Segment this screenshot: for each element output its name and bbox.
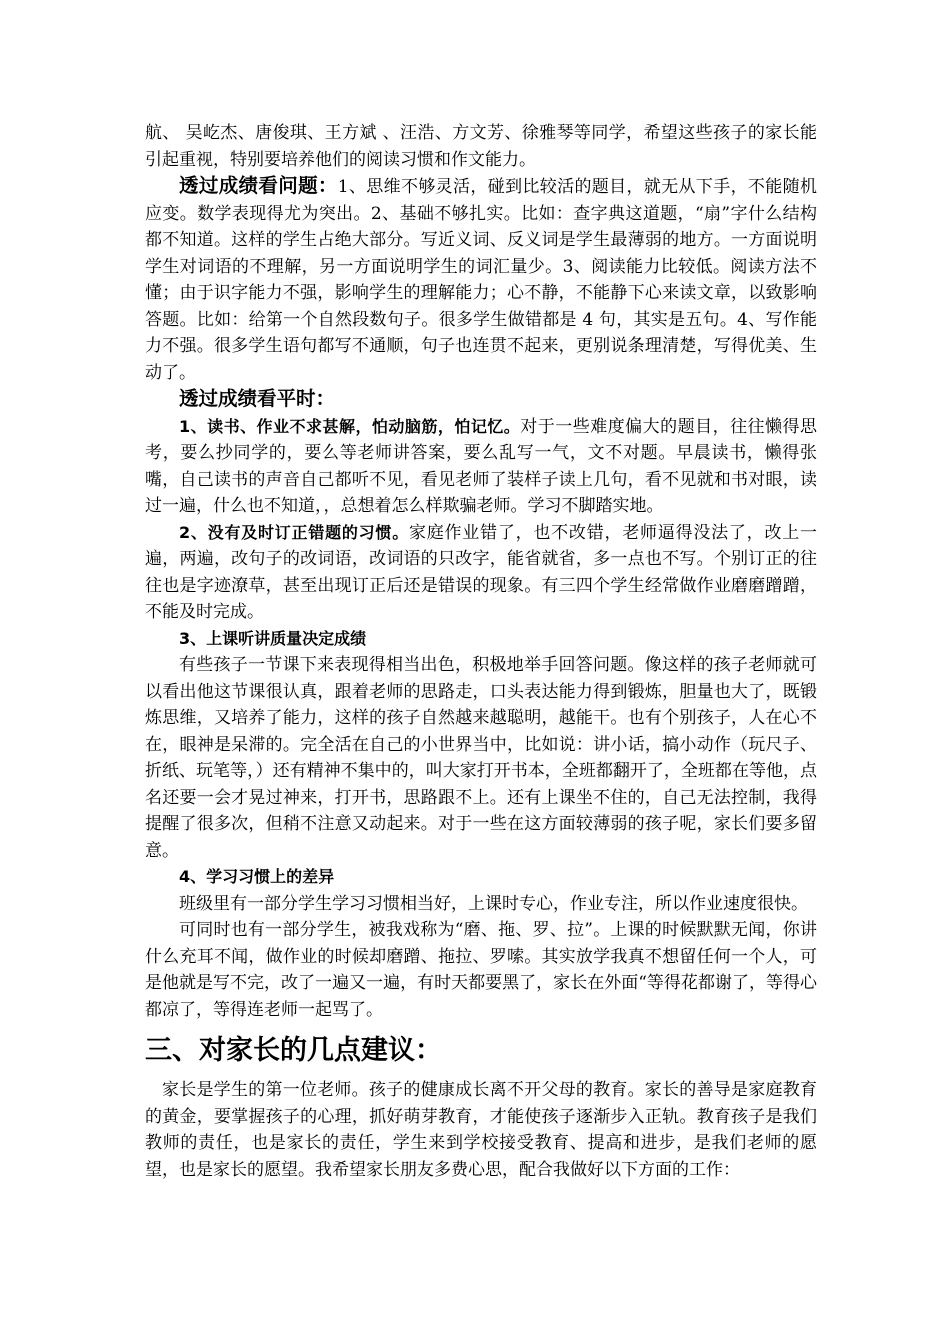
document-body [145,120,817,1183]
item2-title: 2、没有及时订正错题的习惯。 [179,522,409,542]
problems-text: 1、思维不够灵活，碰到比较活的题目，就无从下手，不能随机应变。数学表现得尤为突出。2、基础不够扎实。比如：查字典这道题，“扇”字什么结构都不知道。这样的学生占绝大部分。写近义词、反义词是学生最薄弱的地方。一方面说明学生对词语的不理解，另一方面说明学生的词汇量少。3、阅读能力比较低。阅读方法不懂；由于识字能力不强，影响学生的理解能力；心不静，不能静下心来读文章，以致影响答题。比如：给第一个自然段数句子。很多学生做错都是 4 句，其实是五句。4、写作能力不强。很多学生语句都写不通顺，句子也连贯不起来，更别说条理清楚，写得优美、生动了。 [145,177,817,383]
heading-daily: 透过成绩看平时： [179,387,336,410]
paragraph-item2 [145,520,817,626]
heading-problems: 透过成绩看问题： [179,174,338,197]
paragraph-item4-b: 可同时也有一部分学生，被我戏称为“磨、拖、罗、拉”。上课的时候默默无闻，你讲什么充耳不闻，做作业的时候却磨蹭、拖拉、罗嗦。其实放学我真不想留任何一个人，可是他就是写不完，改了一遍又一遍，有时天都要黑了，家长在外面“等得花都谢了，等得心都凉了，等得连老师一起骂了。 [145,920,817,1020]
item1-text: 对于一些难度偏大的题目，往往懒得思考，要么抄同学的，要么等老师讲答案，要么乱写一气，文不对题。早晨读书，懒得张嘴，自己读书的声音自己都听不见，看见老师了装样子读上几句，看不见就和书对眼，读过一遍，什么也不知道，，总想着怎么样欺骗老师。学习不脚踏实地。 [145,416,818,516]
item2-text: 家庭作业错了，也不改错，老师逼得没法了，改上一遍，两遍，改句子的改词语，改词语的只改字，能省就省，多一点也不写。个别订正的往往也是字迹潦草，甚至出现订正后还是错误的现象。有三四个学生经常做作业磨磨蹭蹭，不能及时完成。 [145,522,817,622]
paragraph-student-names: 航、 吴屹杰、唐俊琪、王方斌 、汪浩、方文芳、徐雅琴等同学，希望这些孩子的家长能引起重视，特别要培养他们的阅读习惯和作文能力。 [145,123,817,170]
item3-title: 3、上课听讲质量决定成绩 [179,628,367,648]
section3-title: 三、对家长的几点建议： [145,1035,442,1066]
paragraph-section3: 家长是学生的第一位老师。孩子的健康成长离不开父母的教育。家长的善导是家庭教育的黄金，要掌握孩子的心理，抓好萌芽教育，才能使孩子逐渐步入正轨。教育孩子是我们教师的责任，也是家长的责任，学生来到学校接受教育、提高和进步，是我们老师的愿望，也是家长的愿望。我希望家长朋友多费心思，配合我做好以下方面的工作： [145,1080,817,1180]
paragraph-item3: 有些孩子一节课下来表现得相当出色，积极地举手回答问题。像这样的孩子老师就可以看出他这节课很认真，跟着老师的思路走，口头表达能力得到锻炼，胆量也大了，既锻炼思维，又培养了能力，这样的孩子自然越来越聪明，越能干。也有个别孩子，人在心不在，眼神是呆滞的。完全活在自己的小世界当中，比如说：讲小话，搞小动作（玩尺子、折纸、玩笔等，）还有精神不集中的，叫大家打开书本，全班都翻开了，全班都在等他，点名还要一会才晃过神来，打开书，思路跟不上。还有上课坐不住的，自己无法控制，我得提醒了很多次，但稍不注意又动起来。对于一些在这方面较薄弱的孩子呢，家长们要多留意。 [145,655,817,861]
paragraph-problems [145,173,817,386]
paragraph-item4-a: 班级里有一部分学生学习习惯相当好，上课时专心，作业专注，所以作业速度很快。 [179,893,808,914]
heading-daily-line [145,386,817,414]
paragraph-item1 [145,414,817,520]
item1-title: 1、读书、作业不求甚解，怕动脑筋，怕记忆。 [179,416,521,436]
item4-title: 4、学习习惯上的差异 [179,867,335,886]
